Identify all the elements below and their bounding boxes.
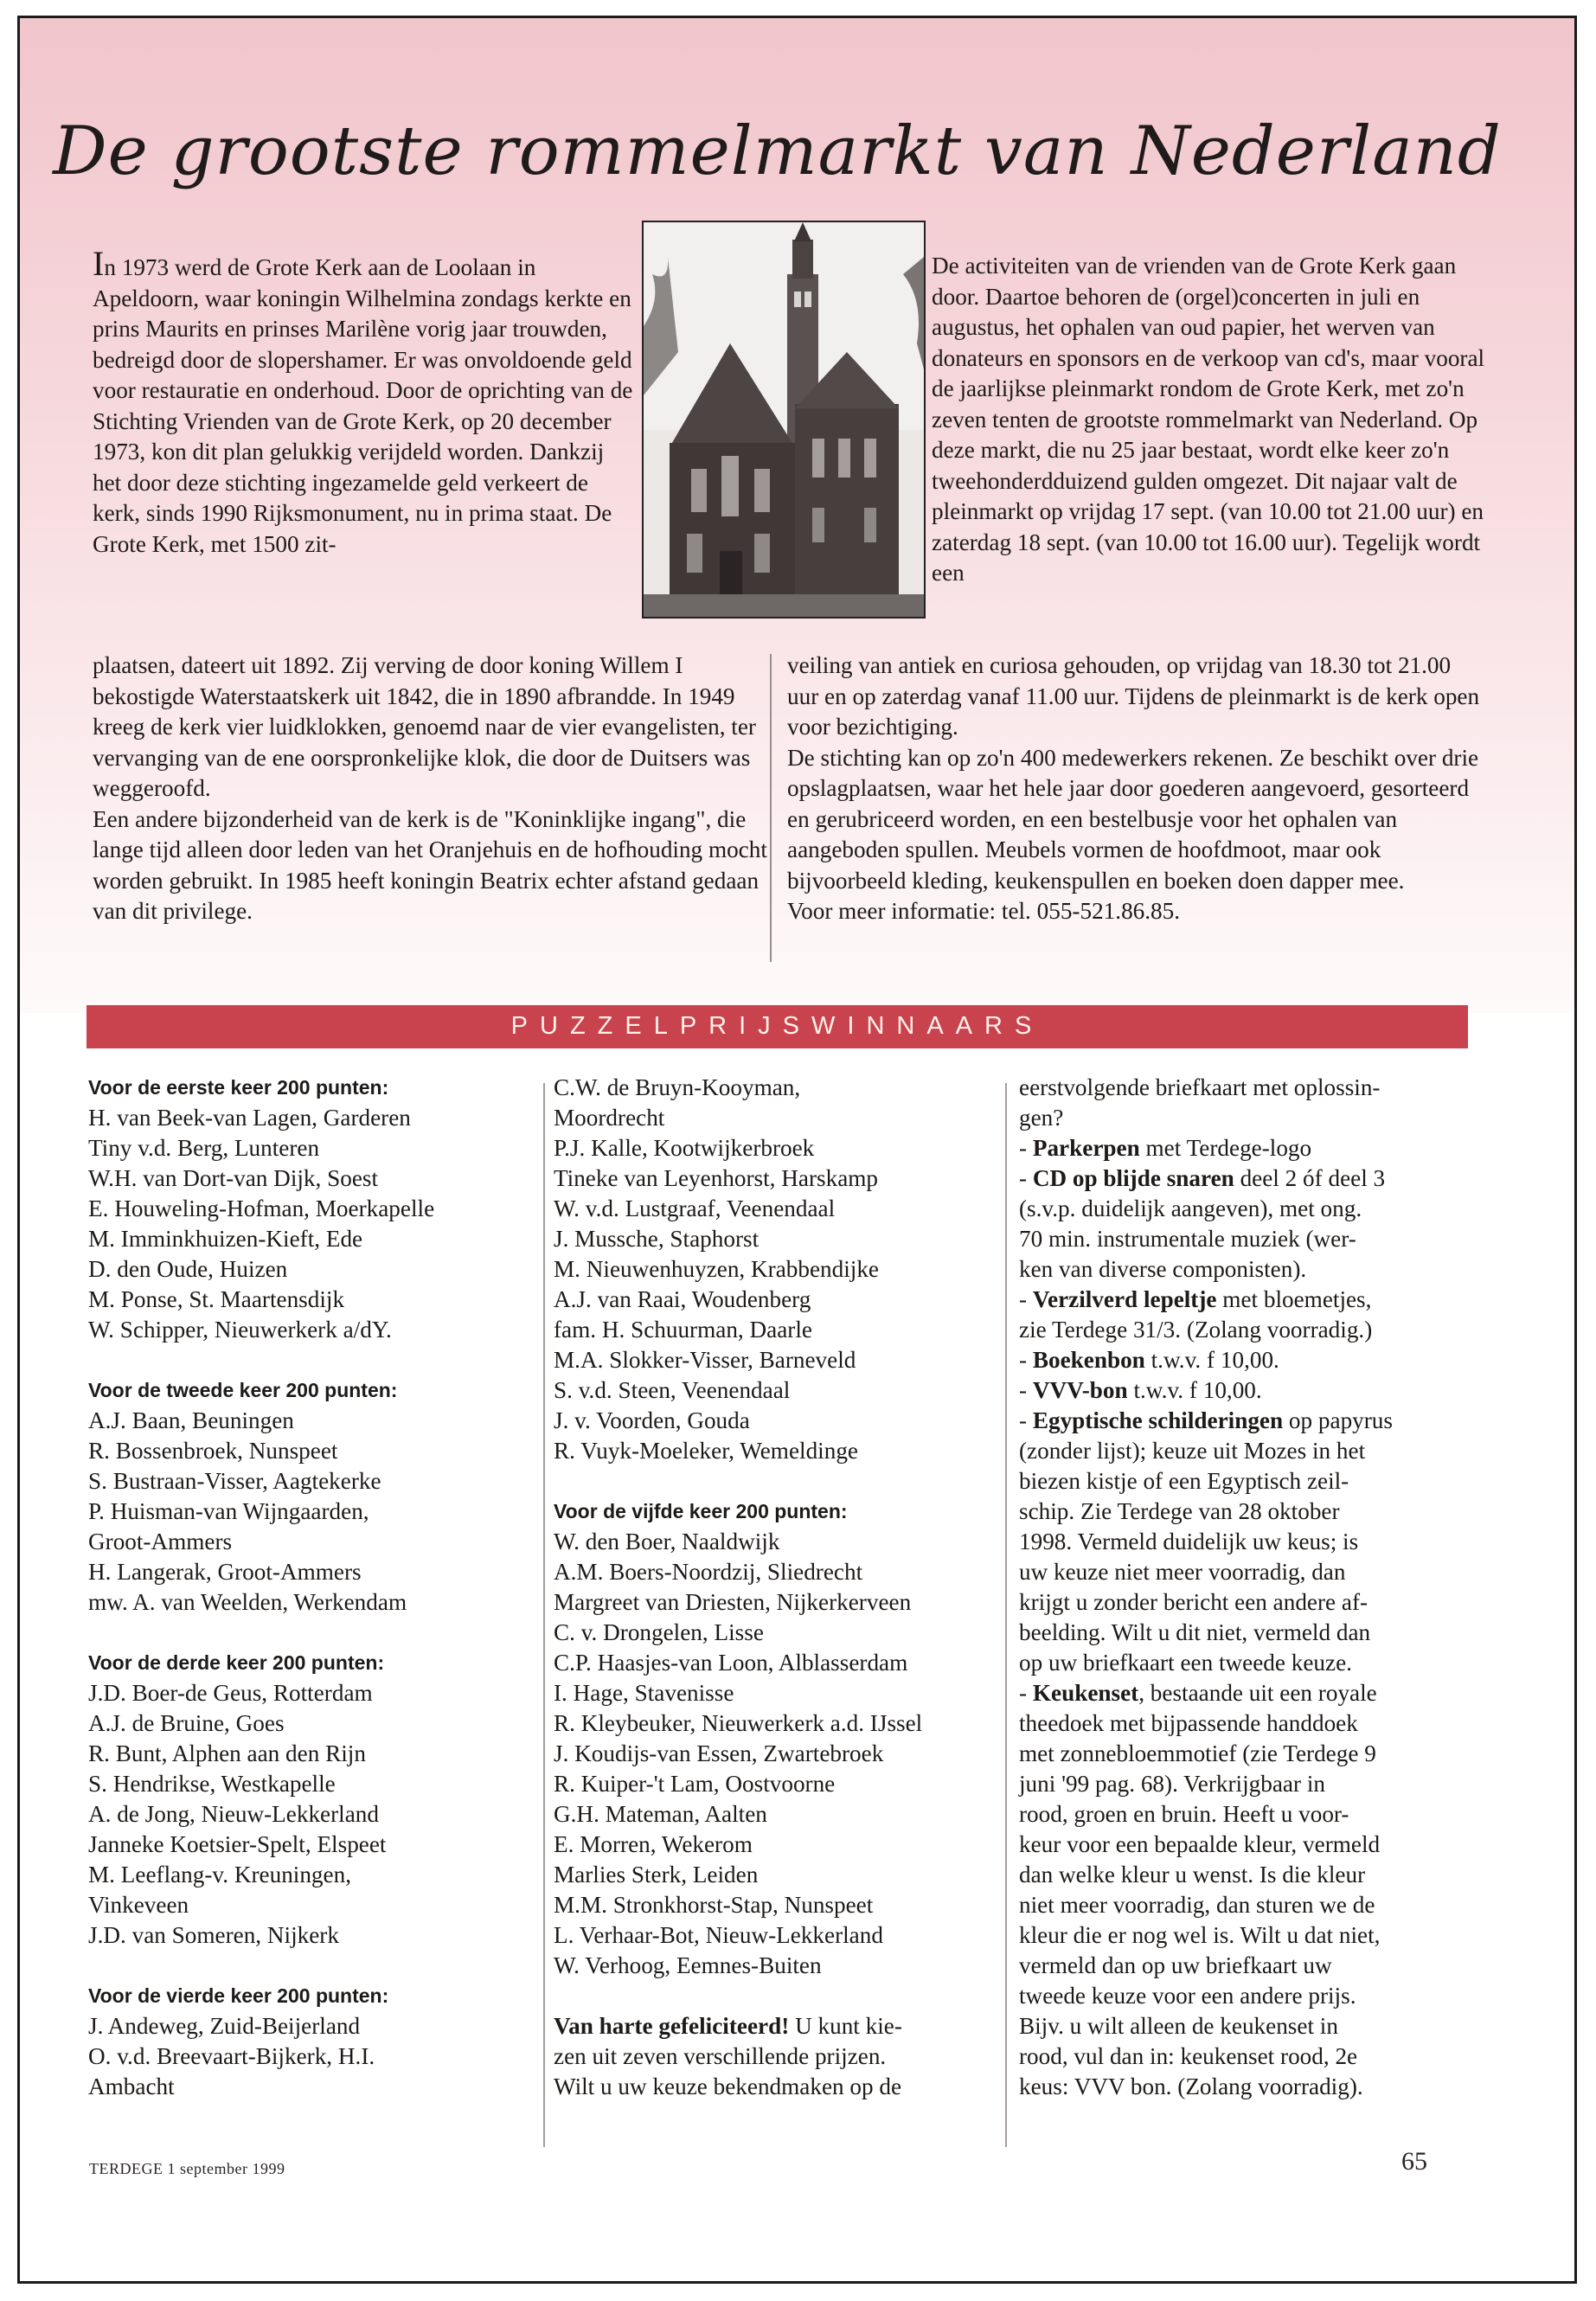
church-photo-image [644, 222, 924, 617]
list-item: P. Huisman-van Wijngaarden, [88, 1498, 369, 1524]
list-item: W.H. van Dort-van Dijk, Soest [88, 1165, 379, 1191]
list-item: S. Bustraan-Visser, Aagtekerke [88, 1468, 381, 1494]
article-paragraph-3: Een andere bijzonderheid van de kerk is de "Koninklijke ingang", die lange tijd alleen door leden van het Oranjehuis en de hofhouding mocht worden gebruikt. In 1985 heeft koningin Beatrix echter afstand gedaan van dit privilege. [93, 805, 767, 924]
list-item: J.D. Boer-de Geus, Rotterdam [88, 1680, 373, 1706]
winners-list-third [88, 1678, 560, 1951]
winners-list-fourth-b [554, 1073, 1012, 1466]
prize-name: Parkerpen [1032, 1135, 1140, 1161]
prize-name: Keukenset [1032, 1680, 1139, 1706]
prize-line: beelding. Wilt u dit niet, vermeld dan [1019, 1619, 1371, 1645]
list-item: Ambacht [88, 2073, 175, 2099]
article-title: De grootste rommelmarkt van Nederland [53, 112, 1502, 190]
list-item: C. v. Drongelen, Lisse [554, 1619, 764, 1645]
prize-name: Boekenbon [1032, 1347, 1145, 1373]
prize-line: biezen kistje of een Egyptisch zeil- [1019, 1468, 1349, 1494]
list-item: A.M. Boers-Noordzij, Sliedrecht [554, 1559, 863, 1585]
list-item: Moordrecht [554, 1105, 665, 1131]
list-item: C.W. de Bruyn-Kooyman, [554, 1074, 801, 1100]
list-item: J. Mussche, Staphorst [554, 1226, 760, 1252]
group-heading-second: Voor de tweede keer 200 punten: [88, 1379, 398, 1401]
prize-line: - VVV-bon t.w.v. f 10,00. [1019, 1377, 1262, 1403]
list-item: A.J. Baan, Beuningen [88, 1407, 294, 1433]
congrats-line-1 [554, 2011, 1012, 2041]
list-item: Tineke van Leyenhorst, Harskamp [554, 1165, 879, 1191]
winners-column-2 [554, 1073, 1012, 2102]
list-item: M. Ponse, St. Maartensdijk [88, 1286, 345, 1312]
list-item: I. Hage, Stavenisse [554, 1680, 734, 1706]
list-item: H. Langerak, Groot-Ammers [88, 1559, 362, 1585]
prize-name: Egyptische schilderingen [1032, 1407, 1284, 1433]
prize-line: (zonder lijst); keuze uit Mozes in het [1019, 1438, 1366, 1464]
prize-line: niet meer voorradig, dan sturen we de [1019, 1892, 1375, 1918]
list-item: O. v.d. Breevaart-Bijkerk, H.I. [88, 2043, 375, 2069]
list-item: J.D. van Someren, Nijkerk [88, 1922, 339, 1948]
prize-line: - Boekenbon t.w.v. f 10,00. [1019, 1347, 1279, 1373]
group-heading-fourth: Voor de vierde keer 200 punten: [88, 1984, 389, 2007]
list-item: P.J. Kalle, Kootwijkerbroek [554, 1135, 815, 1161]
winners-column-1 [88, 1073, 560, 2102]
prize-line: ken van diverse componisten). [1019, 1256, 1307, 1282]
prize-line: rood, groen en bruin. Heeft u voor- [1019, 1801, 1349, 1827]
list-item: M. Leeflang-v. Kreuningen, [88, 1862, 351, 1888]
list-item: J. v. Voorden, Gouda [554, 1407, 750, 1433]
group-heading-third: Voor de derde keer 200 punten: [88, 1651, 385, 1674]
list-item: fam. H. Schuurman, Daarle [554, 1317, 812, 1343]
list-item: W. den Boer, Naaldwijk [554, 1529, 780, 1554]
list-item: Groot-Ammers [88, 1529, 233, 1554]
list-item: M.M. Stronkhorst-Stap, Nunspeet [554, 1892, 874, 1918]
list-item: S. Hendrikse, Westkapelle [88, 1771, 336, 1797]
prize-line: keus: VVV bon. (Zolang voorradig). [1019, 2073, 1363, 2099]
list-item: mw. A. van Weelden, Werkendam [88, 1589, 407, 1615]
list-item: Vinkeveen [88, 1892, 189, 1918]
list-item: Janneke Koetsier-Spelt, Elspeet [88, 1831, 387, 1857]
church-photo [642, 221, 926, 619]
column-divider [770, 654, 772, 962]
list-item: A.J. van Raai, Woudenberg [554, 1286, 811, 1312]
prize-line: (s.v.p. duidelijk aangeven), met ong. [1019, 1195, 1362, 1221]
article-column-left-bottom [93, 651, 767, 927]
article-paragraph-1: n 1973 werd de Grote Kerk aan de Loolaan in Apeldoorn, waar koningin Wilhelmina zondags kerkte en prins Maurits en prinses Marilène vorig jaar trouwden, bedreigd door de slopershamer. Er was onvoldoende geld voor restauratie en onderhoud. Door de oprichting van de Stichting Vrienden van de Grote Kerk, op 20 december 1973, kon dit plan gelukkig verijdeld worden. Dankzij het door deze stichting ingezamelde geld verkeert de kerk, sinds 1990 Rijksmonument, nu in prima staat. De Grote Kerk, met 1500 zit- [93, 254, 633, 557]
article-column-right-top: De activiteiten van de vrienden van de Grote Kerk gaan door. Daartoe behoren de (orgel)concerten in juli en augustus, het ophalen van oud papier, het werven van donateurs en sponsors en de verkoop van cd's, maar vooral de jaarlijkse pleinmarkt rondom de Grote Kerk, met zo'n zeven tenten de grootste rommelmarkt van Nederland. Op deze markt, die nu 25 jaar bestaat, wordt elke keer zo'n tweehonderdduizend gulden omgezet. Dit najaar valt de pleinmarkt op vrijdag 17 sept. (van 10.00 tot 21.00 uur) en zaterdag 18 sept. (van 10.00 tot 16.00 uur). Tegelijk wordt een [932, 253, 1485, 586]
list-item: H. van Beek-van Lagen, Garderen [88, 1105, 411, 1131]
prize-line: krijgt u zonder bericht een andere af- [1019, 1589, 1368, 1615]
list-item: L. Verhaar-Bot, Nieuw-Lekkerland [554, 1922, 883, 1948]
list-item: W. Verhoog, Eemnes-Buiten [554, 1952, 822, 1978]
section-banner [87, 1005, 1468, 1048]
dropcap: I [93, 244, 105, 283]
list-item: M.A. Slokker-Visser, Barneveld [554, 1347, 856, 1373]
congrats-line-2: zen uit zeven verschillende prijzen. [554, 2043, 887, 2069]
prize-line: rood, vul dan in: keukenset rood, 2e [1019, 2043, 1358, 2069]
prize-line: - Egyptische schilderingen op papyrus [1019, 1407, 1393, 1433]
list-item: W. Schipper, Nieuwerkerk a/dY. [88, 1317, 392, 1343]
article-column-left-top [93, 244, 633, 560]
prize-line: 70 min. instrumentale muziek (wer- [1019, 1226, 1356, 1252]
list-item: D. den Oude, Huizen [88, 1256, 288, 1282]
page-number: 65 [1401, 2147, 1427, 2176]
article-paragraph-2: plaatsen, dateert uit 1892. Zij verving de door koning Willem I bekostigde Waterstaatskerk uit 1842, die in 1890 afbrandde. In 1949 kreeg de kerk vier luidklokken, genoemd naar de vier evangelisten, ter vervanging van de ene oorspronkelijke klok, die door de Duitsers was weggeroofd. [93, 652, 756, 801]
winners-list-fourth-a [88, 2011, 560, 2102]
prize-line: met zonnebloemmotief (zie Terdege 9 [1019, 1740, 1376, 1766]
banner-title: PUZZELPRIJSWINNAARS [510, 1012, 1044, 1040]
list-item: Marlies Sterk, Leiden [554, 1862, 759, 1888]
list-item: A. de Jong, Nieuw-Lekkerland [88, 1801, 379, 1827]
article-paragraph-5: veiling van antiek en curiosa gehouden, op vrijdag van 18.30 tot 21.00 uur en op zaterdag vanaf 11.00 uur. Tijdens de pleinmarkt is de kerk open voor bezichtiging. [787, 652, 1480, 740]
footer-publication: TERDEGE 1 september 1999 [89, 2160, 285, 2177]
prize-line: Bijv. u wilt alleen de keukenset in [1019, 2013, 1338, 2039]
prize-name: Verzilverd lepeltje [1032, 1286, 1217, 1312]
list-item: A.J. de Bruine, Goes [88, 1710, 285, 1736]
prizes-intro [1019, 1073, 1490, 1133]
congrats-rest-1: U kunt kie- [789, 2013, 902, 2039]
list-item: W. v.d. Lustgraaf, Veenendaal [554, 1195, 836, 1221]
prize-line: vermeld dan op uw briefkaart uw [1019, 1952, 1332, 1978]
congrats-line-3: Wilt u uw keuze bekendmaken op de [554, 2073, 902, 2099]
list-item: E. Houweling-Hofman, Moerkapelle [88, 1195, 435, 1221]
list-item: Margreet van Driesten, Nijkerkerveen [554, 1589, 912, 1615]
prize-line: - CD op blijde snaren deel 2 óf deel 3 [1019, 1165, 1386, 1191]
list-item: E. Morren, Wekerom [554, 1831, 753, 1857]
list-item: Tiny v.d. Berg, Lunteren [88, 1135, 320, 1161]
prize-line: uw keuze niet meer voorradig, dan [1019, 1559, 1346, 1585]
list-item: J. Koudijs-van Essen, Zwartebroek [554, 1740, 884, 1766]
list-item: R. Kuiper-'t Lam, Oostvoorne [554, 1771, 836, 1797]
group-heading-fifth: Voor de vijfde keer 200 punten: [554, 1500, 848, 1522]
prize-line: op uw briefkaart een tweede keuze. [1019, 1650, 1352, 1676]
group-heading-first: Voor de eerste keer 200 punten: [88, 1076, 389, 1099]
prize-line: - Keukenset, bestaande uit een royale [1019, 1680, 1377, 1706]
prize-line: dan welke kleur u wenst. Is die kleur [1019, 1862, 1366, 1888]
prize-line: - Verzilverd lepeltje met bloemetjes, [1019, 1286, 1372, 1312]
prize-name: CD op blijde snaren [1032, 1165, 1234, 1191]
list-item: R. Bunt, Alphen aan den Rijn [88, 1740, 366, 1766]
prizes-list [1019, 1133, 1490, 2102]
prize-line: 1998. Vermeld duidelijk uw keus; is [1019, 1529, 1359, 1554]
list-item: gen? [1019, 1105, 1064, 1131]
list-item: R. Bossenbroek, Nunspeet [88, 1438, 338, 1464]
list-item: R. Vuyk-Moeleker, Wemeldinge [554, 1438, 858, 1464]
winners-list-first [88, 1103, 560, 1345]
list-item: J. Andeweg, Zuid-Beijerland [88, 2013, 361, 2039]
list-item: S. v.d. Steen, Veenendaal [554, 1377, 791, 1403]
prize-line: schip. Zie Terdege van 28 oktober [1019, 1498, 1340, 1524]
list-item: eerstvolgende briefkaart met oplossin- [1019, 1074, 1381, 1100]
article-column-right-bottom [787, 651, 1486, 927]
article-paragraph-6: De stichting kan op zo'n 400 medewerkers rekenen. Ze beschikt over drie opslagplaatsen, waar het hele jaar door goederen aangevoerd, gesorteerd en gerubriceerd worden, en een bestelbusje voor het ophalen van aangeboden spullen. Meubels vormen de hoofdmoot, maar ook bijvoorbeeld kleding, keukenspullen en boeken doen dapper mee. [787, 744, 1479, 894]
list-item: R. Kleybeuker, Nieuwerkerk a.d. IJssel [554, 1710, 923, 1736]
prize-line: zie Terdege 31/3. (Zolang voorradig.) [1019, 1317, 1373, 1343]
prize-line: - Parkerpen met Terdege-logo [1019, 1135, 1312, 1161]
prize-line: keur voor een bepaalde kleur, vermeld [1019, 1831, 1381, 1857]
list-item: G.H. Mateman, Aalten [554, 1801, 767, 1827]
article-contact: Voor meer informatie: tel. 055-521.86.85. [787, 898, 1181, 924]
prizes-column [1019, 1073, 1490, 2102]
list-item: M. Nieuwenhuyzen, Krabbendijke [554, 1256, 879, 1282]
congrats-bold: Van harte gefeliciteerd! [554, 2013, 790, 2039]
prize-line: kleur die er nog wel is. Wilt u dat niet, [1019, 1922, 1381, 1948]
list-item: M. Imminkhuizen-Kieft, Ede [88, 1226, 363, 1252]
winners-list-second [88, 1406, 560, 1618]
prize-line: theedoek met bijpassende handdoek [1019, 1710, 1358, 1736]
prize-name: VVV-bon [1032, 1377, 1128, 1403]
prize-line: tweede keuze voor een andere prijs. [1019, 1983, 1356, 2009]
winners-list-fifth [554, 1527, 1012, 1981]
prize-line: juni '99 pag. 68). Verkrijgbaar in [1019, 1771, 1325, 1797]
list-item: C.P. Haasjes-van Loon, Alblasserdam [554, 1650, 908, 1676]
